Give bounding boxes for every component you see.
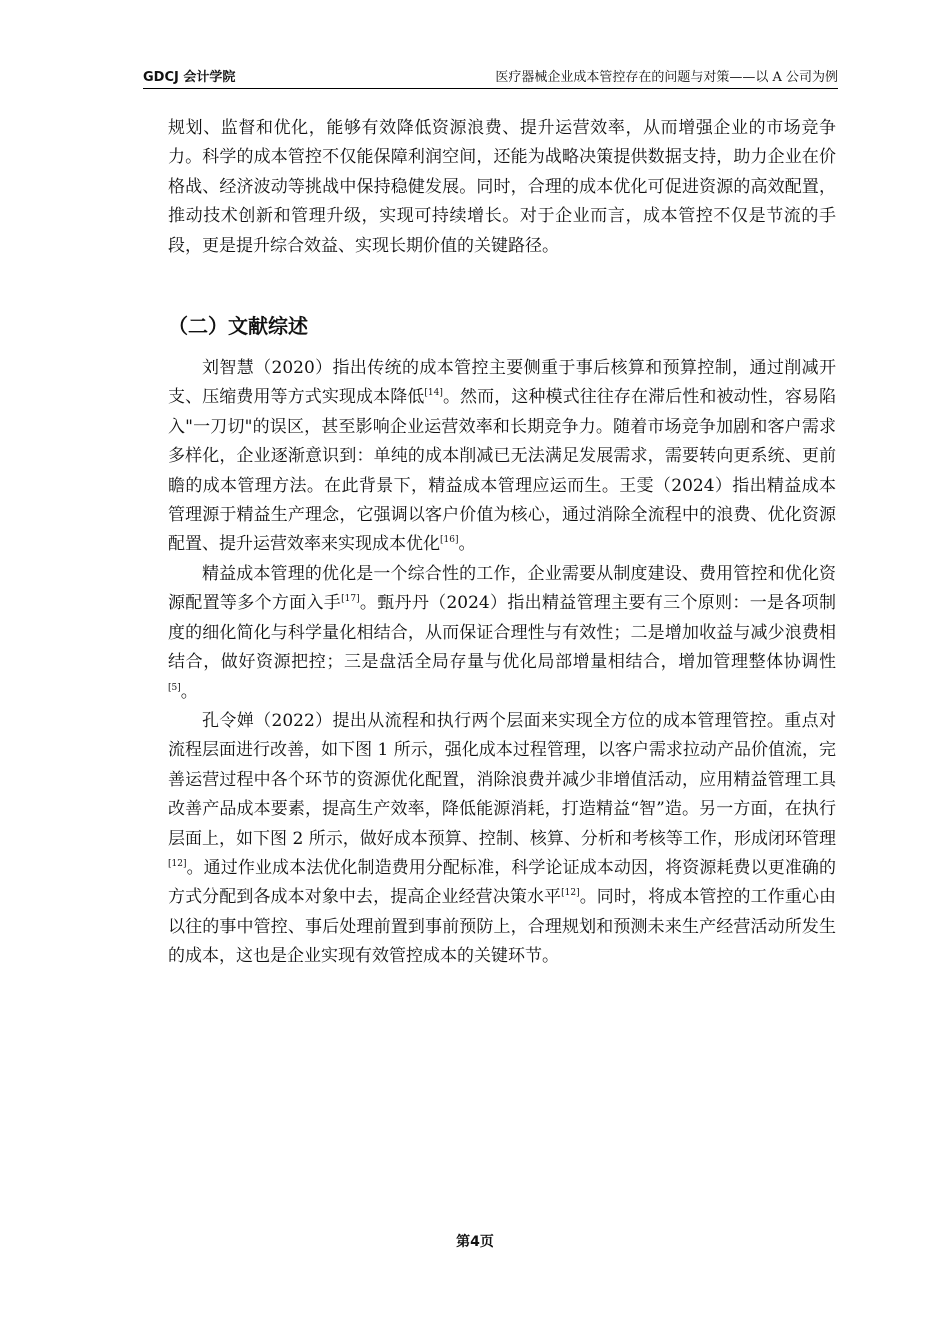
citation-ref: [17]	[341, 594, 360, 605]
citation-ref: [16]	[440, 535, 459, 546]
literature-paragraph-1	[168, 354, 836, 560]
citation-ref: [12]	[561, 888, 580, 899]
paragraph-text: 。然而，这种模式往往存在滞后性和被动性，容易陷入"一刀切"的误区，甚至影响企业运营效率和长期竞争力。随着市场竞争加剧和客户需求多样化，企业逐渐意识到：单纯的成本削减已无法满足发展需求，需要转向更系统、更前瞻的成本管理方法。在此背景下，精益成本管理应运而生。王雯（2024）指出精益成本管理源于精益生产理念，它强调以客户价值为核心，通过消除全流程中的浪费、优化资源配置、提升运营效率来实现成本优化	[168, 387, 837, 555]
literature-paragraph-2	[168, 560, 836, 707]
page-header	[143, 70, 838, 88]
citation-ref: [12]	[168, 858, 187, 869]
paragraph-text: 孔令婵（2022）提出从流程和执行两个层面来实现全方位的成本管理管控。重点对流程层面进行改善，如下图 1 所示，强化成本过程管理，以客户需求拉动产品价值流，完善运营过程中各个环节的资源优化配置，消除浪费并减少非增值活动，应用精益管理工具改善产品成本要素，提高生产效率，降低能源消耗，打造精益“智”造。另一方面，在执行层面上，如下图 2 所示，做好成本预算、控制、核算、分析和考核等工作，形成闭环管理	[168, 710, 836, 849]
paragraph-text: 刘智慧（2020）指出传统的成本管控主要侧重于事后核算和预算控制，通过削减开支、压缩费用等方式实现成本降低	[168, 358, 836, 408]
header-school-name: GDCJ 会计学院	[143, 70, 236, 85]
section-heading-literature-review: （二）文献综述	[168, 314, 308, 339]
paragraph-text: 。同时，将成本管控的工作重心由以往的事中管控、事后处理前置到事前预防上，合理规划和预测未来生产经营活动所发生的成本，这也是企业实现有效管控成本的关键环节。	[168, 887, 837, 967]
paragraph-text: 。甄丹丹（2024）指出精益管理主要有三个原则：一是各项制度的细化简化与科学量化相结合，从而保证合理性与有效性；二是增加收益与减少浪费相结合，做好资源把控；三是盘活全局存量与优化局部增量相结合，增加管理整体协调性	[168, 593, 836, 673]
citation-ref: [5]	[168, 682, 181, 693]
paragraph-text: 。	[180, 681, 198, 702]
paragraph-text: 精益成本管理的优化是一个综合性的工作，企业需要从制度建设、费用管控和优化资源配置等多个方面入手	[168, 563, 836, 614]
citation-ref: [14]	[424, 388, 443, 399]
page-body	[168, 114, 836, 972]
paragraph-text: 。通过作业成本法优化制造费用分配标准，科学论证成本动因，将资源耗费以更准确的方式分配到各成本对象中去，提高企业经营决策水平	[168, 857, 836, 908]
page-number: 第4页	[456, 1234, 494, 1250]
header-divider	[143, 88, 838, 89]
literature-paragraph-3	[168, 707, 836, 972]
paragraph-text: 。	[458, 534, 476, 555]
header-document-title: 医疗器械企业成本管控存在的问题与对策——以 A 公司为例	[495, 70, 838, 85]
intro-paragraph: 规划、监督和优化，能够有效降低资源浪费、提升运营效率，从而增强企业的市场竞争力。科学的成本管控不仅能保障利润空间，还能为战略决策提供数据支持，助力企业在价格战、经济波动等挑战中保持稳健发展。同时，合理的成本优化可促进资源的高效配置，推动技术创新和管理升级，实现可持续增长。对于企业而言，成本管控不仅是节流的手段，更是提升综合效益、实现长期价值的关键路径。	[168, 118, 836, 256]
